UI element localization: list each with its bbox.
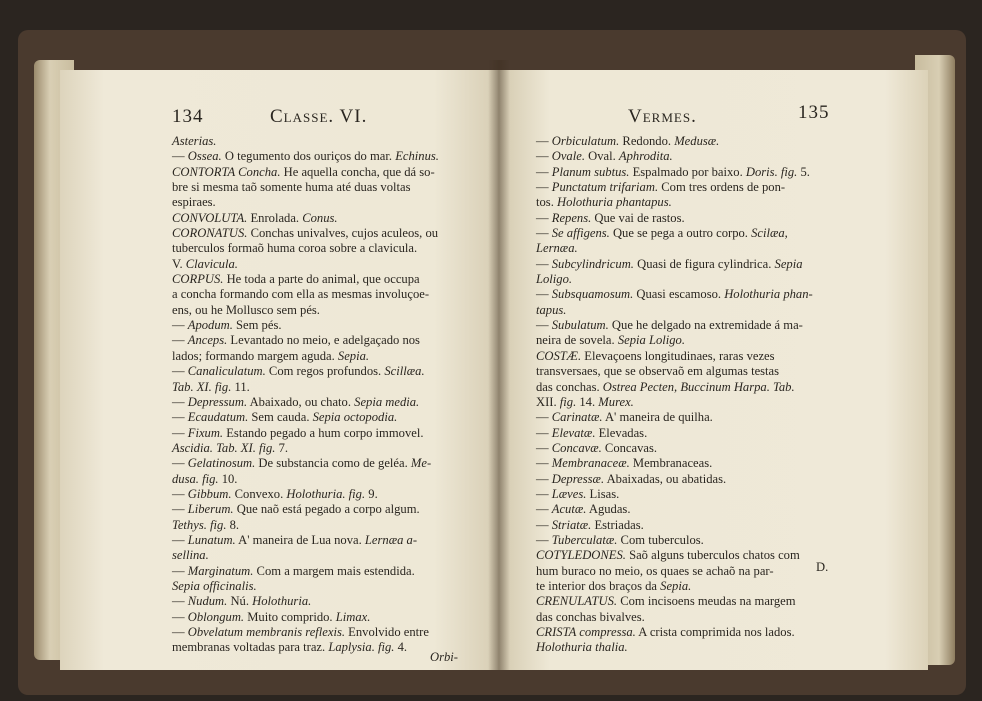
text-line (536, 241, 813, 256)
text-segment: Oblongum. (187, 609, 245, 624)
text-segment: Læves. (551, 486, 587, 501)
text-segment: 10. (218, 471, 238, 486)
text-segment: Lernæa. (536, 241, 578, 256)
left-page-number: 134 (172, 106, 204, 127)
text-segment: Se affigens. (551, 226, 610, 241)
right-page-number: 135 (798, 102, 830, 123)
text-line (172, 426, 439, 441)
text-line (172, 241, 439, 256)
text-line (172, 287, 439, 302)
text-segment: Repens. (551, 210, 592, 225)
text-line (536, 518, 813, 533)
text-segment: — (536, 456, 552, 471)
text-segment: A crista comprimida nos lados. (635, 625, 795, 639)
text-segment: Fixum. (187, 425, 224, 440)
text-line (172, 180, 439, 195)
text-segment: He toda a parte do animal, que occupa (223, 272, 420, 287)
text-segment: Marginatum. (187, 563, 254, 578)
text-line (172, 257, 439, 272)
left-page (60, 70, 500, 670)
text-line (172, 594, 439, 609)
text-segment: Doris. fig. (745, 164, 798, 179)
text-line (536, 195, 813, 210)
text-line (536, 640, 813, 655)
text-segment: — (172, 625, 188, 639)
text-segment: — (536, 517, 552, 532)
text-segment: Sepia Loligo. (617, 333, 685, 348)
text-segment: Anceps. (187, 333, 228, 348)
text-line (172, 625, 439, 640)
text-segment: Com tuberculos. (617, 532, 704, 547)
text-segment: Tuberculatæ. (551, 532, 618, 547)
text-line (172, 364, 439, 379)
text-segment: Que se pega a outro corpo. (609, 226, 752, 241)
text-segment: COSTÆ. (536, 348, 582, 363)
text-segment: dusa. fig. (172, 471, 219, 486)
text-segment: XII. (536, 394, 560, 409)
text-segment: Limax. (335, 609, 371, 624)
text-line (172, 441, 439, 456)
text-segment: fig. (559, 394, 577, 409)
text-segment: Obvelatum membranis reflexis. (187, 625, 346, 639)
left-page-text (172, 134, 439, 656)
text-segment: — (172, 502, 188, 517)
text-line (536, 625, 813, 640)
text-segment: Striatæ. (551, 517, 592, 532)
text-segment: transversaes, que se observaõ em algumas testas (536, 364, 780, 379)
text-line (536, 533, 813, 548)
text-segment: Oval. (584, 149, 619, 164)
text-segment: Sepia (774, 256, 803, 271)
text-segment: espiraes. (172, 195, 216, 210)
text-segment: — (172, 456, 188, 471)
text-segment: A' maneira de quilha. (602, 410, 713, 425)
text-segment: — (536, 164, 552, 179)
book-gutter (488, 60, 510, 670)
text-segment: Ostrea Pecten, Buccinum Harpa. Tab. (602, 379, 795, 394)
text-segment: Holothuria. (252, 594, 312, 609)
text-segment: De substancia como de geléa. (255, 456, 411, 471)
text-line (172, 548, 439, 563)
text-line (536, 502, 813, 517)
text-segment: Liberum. (187, 502, 234, 517)
text-segment: — (536, 226, 552, 241)
text-line (536, 226, 813, 241)
text-segment: Quasi escamoso. (633, 287, 725, 302)
text-segment: — (172, 532, 188, 547)
text-segment: Subsquamosum. (551, 287, 634, 302)
text-segment: Espalmado por baixo. (629, 164, 746, 179)
text-segment: CORONATUS. (172, 226, 248, 241)
text-segment: — (536, 256, 552, 271)
text-segment: te interior dos braços da (536, 578, 661, 593)
text-segment: — (172, 425, 188, 440)
text-segment: — (172, 318, 188, 333)
text-segment: Aphrodita. (618, 149, 673, 164)
text-segment: — (536, 486, 552, 501)
text-segment: — (536, 471, 552, 486)
text-line (536, 165, 813, 180)
text-segment: Enrolada. (247, 210, 303, 225)
text-line (536, 318, 813, 333)
text-line (536, 487, 813, 502)
text-segment: O tegumento dos ouriços do mar. (221, 149, 396, 164)
text-segment: 7. (275, 440, 289, 455)
text-segment: Membranaceæ. (551, 456, 630, 471)
text-segment: Elevadas. (595, 425, 648, 440)
text-segment: CORPUS. (172, 272, 224, 287)
text-segment: Tethys. fig. (172, 517, 227, 532)
text-line (536, 380, 813, 395)
text-segment: Sem pés. (232, 318, 282, 333)
text-segment: bre si mesma taõ somente huma até duas voltas (172, 180, 411, 195)
text-segment: Canaliculatum. (187, 364, 266, 379)
text-line (172, 380, 439, 395)
text-segment: He aquella concha, que dá so- (280, 164, 435, 179)
text-segment: Com regos profundos. (265, 364, 385, 379)
text-segment: ens, ou he Mollusco sem pés. (172, 302, 320, 317)
text-line (536, 594, 813, 609)
right-running-head: Vermes. (628, 106, 697, 127)
text-line (172, 272, 439, 287)
text-segment: — (536, 149, 552, 164)
text-segment: sellina. (172, 548, 209, 563)
text-segment: Concavæ. (551, 440, 602, 455)
right-page-text (536, 134, 813, 656)
text-segment: — (536, 318, 552, 333)
text-line (536, 149, 813, 164)
text-segment: Concavas. (601, 440, 658, 455)
text-line (536, 564, 813, 579)
text-segment: — (536, 134, 552, 148)
text-segment: — (172, 486, 188, 501)
text-line (536, 426, 813, 441)
text-segment: Depressum. (187, 394, 248, 409)
text-segment: — (536, 180, 552, 195)
text-segment: 11. (231, 379, 250, 394)
text-segment: Sem cauda. (248, 410, 313, 425)
text-segment: Estando pegado a hum corpo immovel. (223, 425, 424, 440)
text-line (172, 165, 439, 180)
text-segment: Levantado no meio, e adelgaçado nos (227, 333, 420, 348)
text-line (536, 333, 813, 348)
left-catchword: Orbi- (430, 650, 458, 664)
text-segment: Que he delgado na extremidade á ma- (608, 318, 803, 333)
text-segment: Ascidia. Tab. XI. fig. (172, 440, 276, 455)
text-segment: Holothuria thalia. (536, 640, 628, 655)
text-line (536, 579, 813, 594)
text-line (536, 134, 813, 149)
text-line (172, 456, 439, 471)
text-segment: tos. (536, 195, 557, 210)
text-segment: Me- (410, 456, 432, 471)
text-segment: Clavicula. (185, 256, 238, 271)
text-line (172, 640, 439, 655)
text-line (536, 287, 813, 302)
text-line (172, 410, 439, 425)
text-segment: a concha formando com ella as mesmas involuçoe- (172, 287, 430, 302)
right-page (498, 70, 928, 670)
text-segment: V. (172, 256, 186, 271)
text-line (536, 610, 813, 625)
text-line (172, 333, 439, 348)
right-catchword: D. (816, 560, 829, 574)
text-segment: Carinatæ. (551, 410, 603, 425)
text-segment: Murex. (598, 394, 634, 409)
text-segment: Orbiculatum. (551, 134, 620, 148)
text-segment: Punctatum trifariam. (551, 180, 659, 195)
text-line (172, 564, 439, 579)
text-segment: — (536, 425, 552, 440)
text-segment: das conchas. (536, 379, 603, 394)
text-segment: CONTORTA Concha. (172, 164, 281, 179)
text-line (172, 502, 439, 517)
text-segment: Gibbum. (187, 486, 232, 501)
text-line (536, 303, 813, 318)
text-line (172, 349, 439, 364)
text-segment: — (172, 394, 188, 409)
text-segment: Holothuria phantapus. (557, 195, 672, 210)
text-segment: A' maneira de Lua nova. (235, 532, 365, 547)
text-segment: Sepia octopodia. (312, 410, 398, 425)
text-segment: Sepia officinalis. (172, 578, 257, 593)
text-segment: CRISTA compressa. (536, 625, 636, 639)
text-segment: Scillæa. (384, 364, 425, 379)
text-line (536, 410, 813, 425)
text-segment: — (536, 287, 552, 302)
text-line (172, 395, 439, 410)
text-line (172, 579, 439, 594)
text-line (536, 211, 813, 226)
text-segment: — (536, 440, 552, 455)
text-line (172, 303, 439, 318)
text-segment: Apodum. (187, 318, 233, 333)
text-segment: Laplysia. fig. (328, 640, 395, 655)
text-segment: neira de sovela. (536, 333, 618, 348)
text-segment: CONVOLUTA. (172, 210, 248, 225)
text-line (536, 364, 813, 379)
text-segment: Com tres ordens de pon- (658, 180, 786, 195)
text-segment: hum buraco no meio, os quaes se achaõ na par- (536, 563, 774, 578)
text-segment: — (172, 149, 188, 164)
text-segment: — (536, 502, 552, 517)
text-segment: Ecaudatum. (187, 410, 249, 425)
text-segment: Com a margem mais estendida. (253, 563, 415, 578)
text-segment: Sepia. (660, 578, 692, 593)
text-segment: Depressæ. (551, 471, 605, 486)
text-segment: 8. (226, 517, 240, 532)
text-line (172, 195, 439, 210)
text-segment: Convexo. (231, 486, 287, 501)
text-segment: Acutæ. (551, 502, 587, 517)
text-line (536, 395, 813, 410)
text-line (172, 472, 439, 487)
text-line (172, 518, 439, 533)
text-segment: Envolvido entre (345, 625, 429, 639)
text-segment: lados; formando margem aguda. (172, 348, 338, 363)
text-line (172, 226, 439, 241)
text-segment: — (172, 410, 188, 425)
text-segment: tuberculos formaõ huma coroa sobre a clavicula. (172, 241, 418, 256)
text-segment: Subcylindricum. (551, 256, 634, 271)
text-segment: Estriadas. (591, 517, 644, 532)
left-running-head: Classe. VI. (270, 106, 368, 127)
text-segment: Loligo. (536, 272, 573, 287)
text-segment: Elevatæ. (551, 425, 596, 440)
text-segment: Lernæa a- (364, 532, 418, 547)
text-segment: COTYLEDONES. (536, 548, 626, 563)
text-line (536, 472, 813, 487)
text-line (536, 272, 813, 287)
text-segment: Conus. (302, 210, 338, 225)
text-line (536, 441, 813, 456)
text-line (172, 134, 439, 149)
text-segment: — (172, 609, 188, 624)
text-segment: Abaixado, ou chato. (247, 394, 355, 409)
text-segment: — (172, 594, 188, 609)
text-segment: Holothuria phan- (724, 287, 813, 302)
text-line (536, 257, 813, 272)
text-segment: Conchas univalves, cujos aculeos, ou (247, 226, 439, 241)
text-segment: Lunatum. (187, 532, 236, 547)
text-segment: das conchas bivalves. (536, 609, 645, 624)
text-segment: Scilæa, (751, 226, 788, 241)
text-segment: Sepia. (337, 348, 370, 363)
text-segment: Abaixadas, ou abatidas. (604, 471, 727, 486)
text-segment: membranas voltadas para traz. (172, 640, 329, 655)
text-line (172, 211, 439, 226)
text-segment: Redondo. (619, 134, 675, 148)
text-segment: tapus. (536, 302, 567, 317)
text-segment: Nú. (227, 594, 253, 609)
text-line (172, 487, 439, 502)
text-segment: 14. (576, 394, 599, 409)
text-segment: Planum subtus. (551, 164, 630, 179)
text-line (536, 180, 813, 195)
text-line (172, 149, 439, 164)
text-segment: Gelatinosum. (187, 456, 256, 471)
text-line (172, 610, 439, 625)
text-segment: Subulatum. (551, 318, 609, 333)
text-segment: Medusæ. (674, 134, 720, 148)
text-segment: Ovale. (551, 149, 585, 164)
text-segment: Holothuria. fig. (286, 486, 366, 501)
text-segment: 9. (365, 486, 378, 501)
text-segment: Quasi de figura cylindrica. (633, 256, 775, 271)
text-line (172, 533, 439, 548)
text-segment: Asterias. (172, 134, 217, 148)
text-segment: Que naõ está pegado a corpo algum. (233, 502, 420, 517)
text-segment: Que vai de rastos. (591, 210, 685, 225)
text-segment: Nudum. (187, 594, 228, 609)
text-segment: Elevaçoens longitudinaes, raras vezes (581, 348, 775, 363)
text-segment: Echinus. (395, 149, 439, 164)
text-segment: Agudas. (586, 502, 631, 517)
text-segment: Sepia media. (354, 394, 420, 409)
text-line (536, 349, 813, 364)
text-segment: Saõ alguns tuberculos chatos com (625, 548, 800, 563)
text-segment: 4. (394, 640, 408, 655)
text-line (536, 456, 813, 471)
text-segment: CRENULATUS. (536, 594, 618, 609)
text-segment: — (172, 333, 188, 348)
text-segment: — (172, 563, 188, 578)
text-segment: Com incisoens meudas na margem (617, 594, 796, 609)
text-segment: Membranaceas. (629, 456, 713, 471)
text-line (536, 548, 813, 563)
text-segment: Tab. XI. fig. (172, 379, 232, 394)
text-segment: — (172, 364, 188, 379)
text-segment: 5. (797, 164, 810, 179)
text-segment: Ossea. (187, 149, 222, 164)
text-segment: — (536, 410, 552, 425)
text-segment: — (536, 210, 552, 225)
text-segment: — (536, 532, 552, 547)
text-line (172, 318, 439, 333)
text-segment: Muito comprido. (244, 609, 336, 624)
text-segment: Lisas. (586, 486, 620, 501)
